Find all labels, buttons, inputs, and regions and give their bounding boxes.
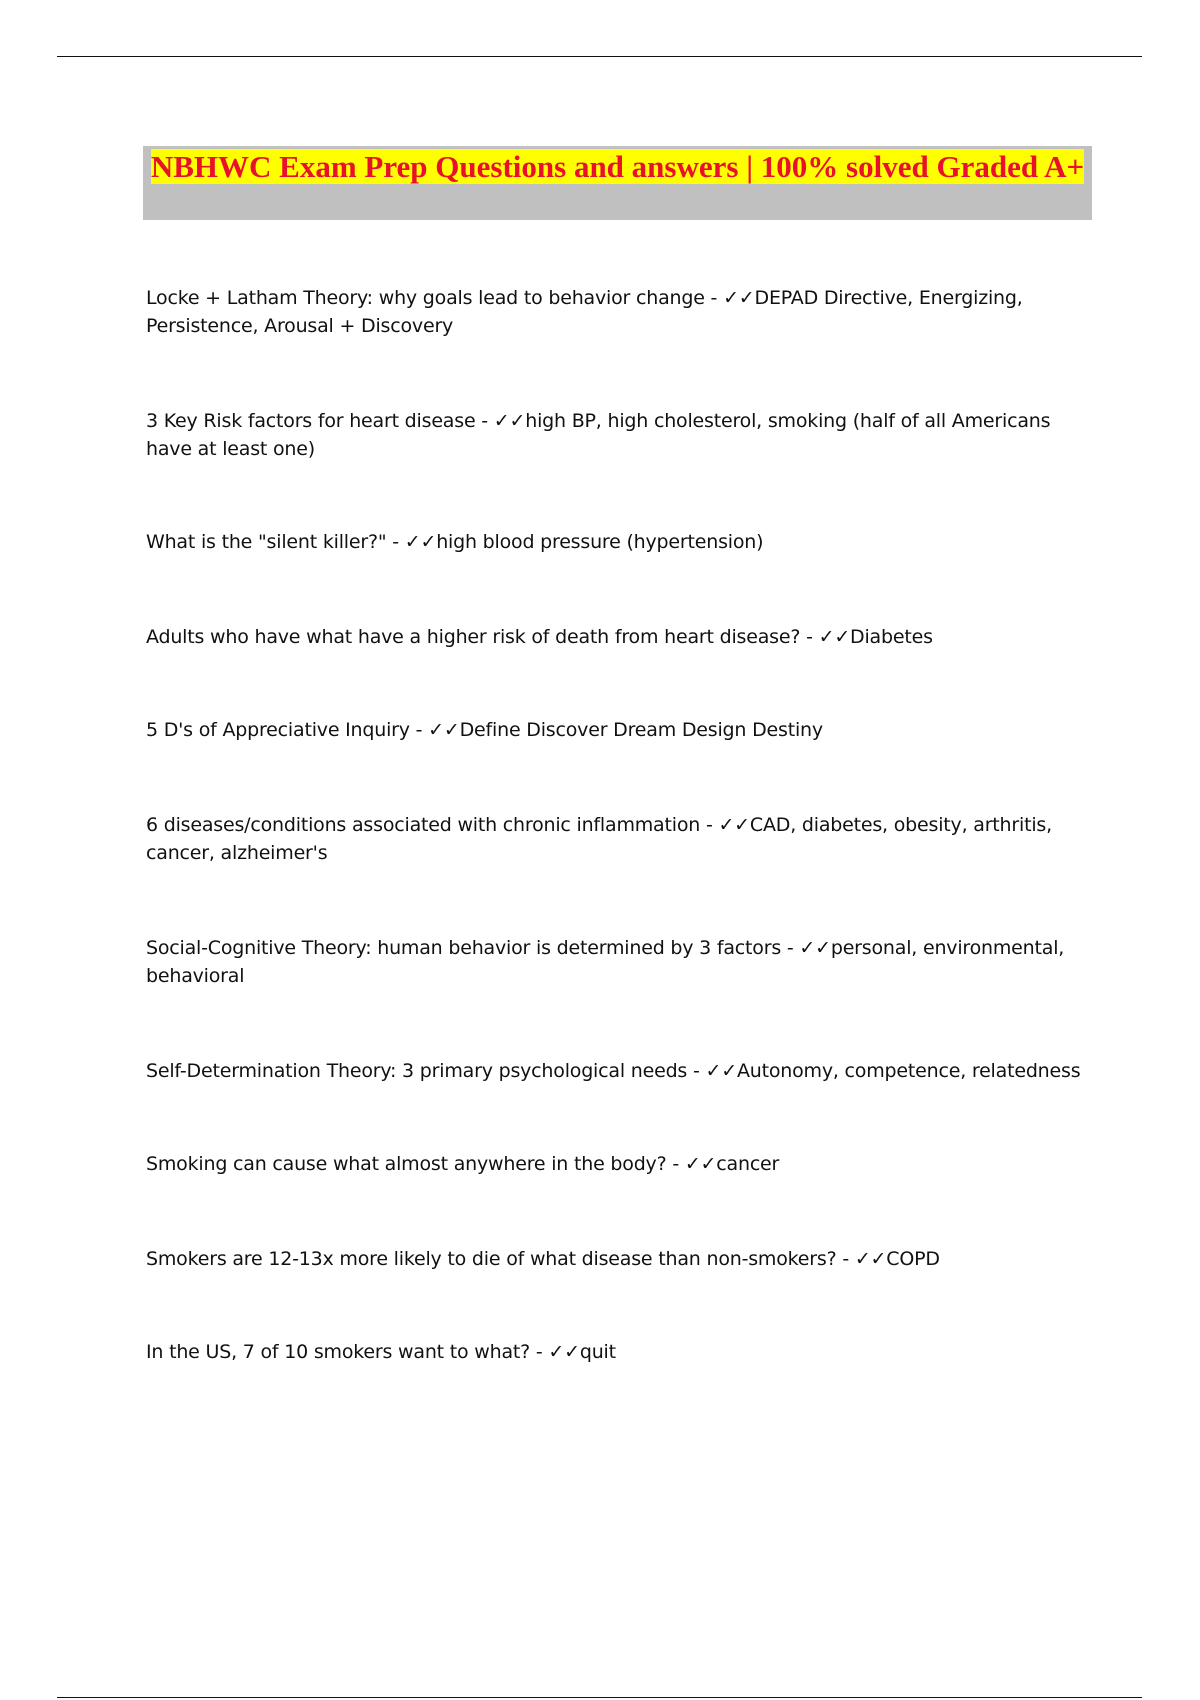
question-text: Smoking can cause what almost anywhere in the body?: [146, 1153, 667, 1175]
qa-item: [146, 811, 1096, 867]
separator: -: [781, 937, 800, 959]
qa-item: [146, 407, 1096, 463]
qa-item: [146, 1057, 1096, 1085]
question-text: Adults who have what have a higher risk of death from heart disease?: [146, 626, 801, 648]
double-check-icon: ✓✓: [404, 531, 437, 553]
double-check-icon: ✓✓: [718, 814, 750, 836]
question-text: 3 Key Risk factors for heart disease: [146, 410, 476, 432]
answer-text: quit: [579, 1341, 616, 1363]
separator: -: [530, 1341, 549, 1363]
answer-text: cancer: [716, 1153, 780, 1175]
qa-item: [146, 623, 1096, 651]
answer-text: personal, environmental, behavioral: [146, 937, 1065, 987]
separator: -: [700, 814, 719, 836]
qa-item: [146, 934, 1096, 990]
question-text: 6 diseases/conditions associated with chronic inflammation: [146, 814, 701, 836]
answer-text: high blood pressure (hypertension): [436, 531, 764, 553]
separator: -: [836, 1248, 855, 1270]
answer-text: Autonomy, competence, relatedness: [736, 1060, 1081, 1082]
top-rule: [57, 56, 1142, 57]
separator: -: [687, 1060, 706, 1082]
question-text: 5 D's of Appreciative Inquiry: [146, 719, 410, 741]
answer-text: DEPAD Directive, Energizing, Persistence, Arousal + Discovery: [146, 287, 1023, 337]
bottom-rule: [57, 1697, 1142, 1698]
separator: -: [666, 1153, 685, 1175]
document-title: NBHWC Exam Prep Questions and answers | 100% solved Graded A+: [150, 149, 1085, 184]
double-check-icon: ✓✓: [705, 1060, 737, 1082]
qa-item: [146, 284, 1096, 340]
double-check-icon: ✓✓: [723, 287, 755, 309]
question-text: Self-Determination Theory: 3 primary psychological needs: [146, 1060, 688, 1082]
double-check-icon: ✓✓: [684, 1153, 717, 1175]
separator: -: [409, 719, 429, 741]
double-check-icon: ✓✓: [854, 1248, 887, 1270]
question-text: Social-Cognitive Theory: human behavior is determined by 3 factors: [146, 937, 782, 959]
question-text: In the US, 7 of 10 smokers want to what?: [146, 1341, 531, 1363]
separator: -: [800, 626, 819, 648]
answer-text: high BP, high cholesterol, smoking (half of all Americans have at least one): [146, 410, 1051, 460]
qa-item: [146, 716, 1096, 744]
double-check-icon: ✓✓: [818, 626, 851, 648]
qa-item: [146, 1338, 1096, 1366]
answer-text: CAD, diabetes, obesity, arthritis, cancer, alzheimer's: [146, 814, 1052, 864]
double-check-icon: ✓✓: [548, 1341, 580, 1363]
separator: -: [704, 287, 724, 309]
answer-text: Define Discover Dream Design Destiny: [459, 719, 823, 741]
question-text: What is the "silent killer?": [146, 531, 387, 553]
question-text: Locke + Latham Theory: why goals lead to behavior change: [146, 287, 705, 309]
double-check-icon: ✓✓: [428, 719, 460, 741]
qa-item: [146, 528, 1096, 556]
qa-item: [146, 1245, 1096, 1273]
separator: -: [475, 410, 494, 432]
qa-item: [146, 1150, 1096, 1178]
answer-text: Diabetes: [850, 626, 933, 648]
separator: -: [386, 531, 405, 553]
double-check-icon: ✓✓: [799, 937, 831, 959]
title-banner: [143, 146, 1092, 220]
double-check-icon: ✓✓: [493, 410, 526, 432]
question-text: Smokers are 12-13x more likely to die of what disease than non-smokers?: [146, 1248, 837, 1270]
answer-text: COPD: [886, 1248, 940, 1270]
